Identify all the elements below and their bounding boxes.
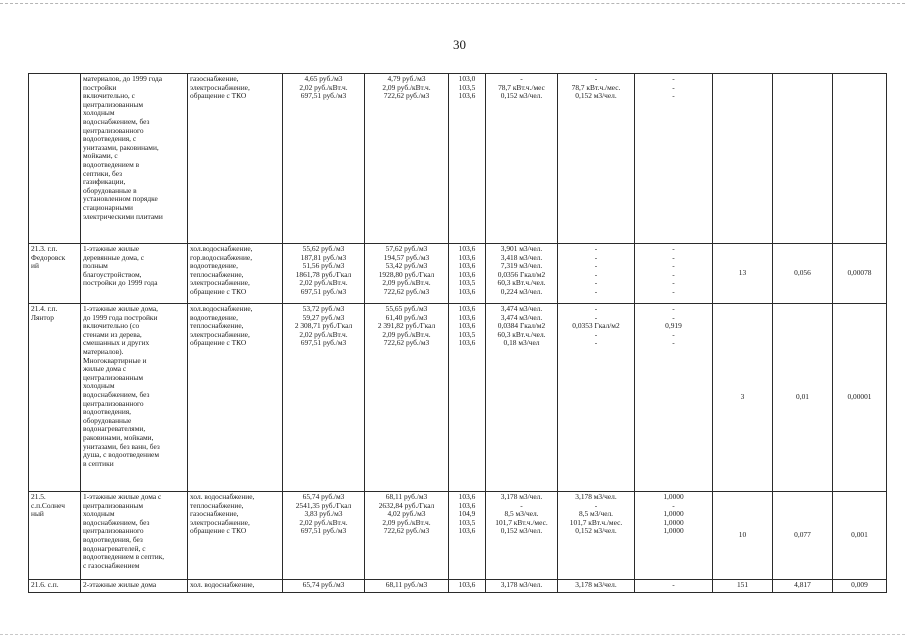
page-top-border xyxy=(0,3,905,4)
cell-line: - xyxy=(594,261,598,271)
cell-line: 101,7 кВт.ч./мес. xyxy=(569,517,623,527)
cell-line: электроснабжение, xyxy=(190,517,250,527)
cell-line: 103,6 xyxy=(458,500,476,510)
cell-line: 103,5 xyxy=(458,517,476,527)
cell-line: 2,02 руб./кВт.ч. xyxy=(299,82,348,92)
cell-text: 0,077 xyxy=(794,530,811,540)
cell-text: 0,00078 xyxy=(847,268,872,278)
tariff-2019-cell xyxy=(283,304,365,492)
cell-line: 103,6 xyxy=(458,252,476,262)
cell-line: септики, без xyxy=(83,168,122,178)
consumption-norm-alt-cell xyxy=(558,492,635,580)
cell-line: газоснабжение, xyxy=(190,74,239,83)
cell-line: водонагревателями, xyxy=(83,424,146,434)
cell-line: водоотведение, xyxy=(190,261,238,271)
cell-line: 61,40 руб./м3 xyxy=(385,312,428,322)
cell-line: оборудованные в xyxy=(83,185,137,195)
cell-line: 1-этажные жилые дома, xyxy=(83,304,158,313)
cell-line: 103,6 xyxy=(458,526,476,536)
cell-line: 697,51 руб./м3 xyxy=(300,526,347,536)
cell-line: с газоснабжением xyxy=(83,560,140,570)
cell-line: 0,152 м3/чел. xyxy=(500,526,543,536)
tariff-2019-cell xyxy=(283,492,365,580)
cell-line: 103,6 xyxy=(458,286,476,296)
cell-line: 103,5 xyxy=(458,329,476,339)
row-number-cell xyxy=(29,244,81,304)
cell-text: 13 xyxy=(738,268,747,278)
tariff-2019-cell xyxy=(283,244,365,304)
cell-line: централизованного xyxy=(83,526,144,536)
cell-line: 3,178 м3/чел. xyxy=(575,492,617,501)
cell-line: с.п.Солнеч xyxy=(31,500,65,510)
cell-line: 21.6. с.п. xyxy=(31,580,59,589)
cell-line: 0,152 м3/чел. xyxy=(500,91,543,101)
cell-line: Федоровск xyxy=(31,252,66,262)
cell-line: хол. водоснабжение, xyxy=(190,580,255,589)
cell-line: обращение с ТКО xyxy=(190,91,247,101)
tariff-2020-cell xyxy=(365,580,449,593)
cell-line: 2,02 руб./кВт.ч. xyxy=(299,329,348,339)
tariff-2019-cell xyxy=(283,74,365,244)
value-c-cell xyxy=(833,74,887,244)
consumption-norm-cell xyxy=(486,244,558,304)
housing-description-cell xyxy=(81,492,188,580)
consumption-norm-alt-cell xyxy=(558,304,635,492)
cell-line: электроснабжение, xyxy=(190,82,250,92)
cell-line: 4,02 руб./м3 xyxy=(387,509,426,519)
cell-line: 2-этажные жилые дома xyxy=(83,580,157,589)
row-number-cell xyxy=(29,74,81,244)
table-row xyxy=(29,244,887,304)
cell-line: 1,0000 xyxy=(663,509,684,519)
cell-line: - xyxy=(594,500,598,510)
cell-line: - xyxy=(594,312,598,322)
consumption-norm-cell xyxy=(486,580,558,593)
cell-line: до 1999 года постройки xyxy=(83,312,158,322)
cell-line: постройки до 1999 года xyxy=(83,278,158,288)
cell-line: 0,0353 Гкал/м2 xyxy=(572,321,620,331)
tariff-index-cell xyxy=(449,244,486,304)
cell-text: 10 xyxy=(738,530,747,540)
utility-services-cell xyxy=(188,244,283,304)
cell-line: обращение с ТКО xyxy=(190,338,247,348)
cell-line: 0,18 м3/чел xyxy=(503,338,540,348)
cell-line: 2 391,82 руб./Гкал xyxy=(377,321,436,331)
consumption-norm-alt-cell xyxy=(558,74,635,244)
cell-line: централизованного xyxy=(83,398,144,408)
cell-line: теплоснабжение, xyxy=(190,500,244,510)
cell-line: водоснабжением, без xyxy=(83,389,150,399)
cell-line: полным xyxy=(83,261,108,271)
cell-line: 2,09 руб./кВт.ч. xyxy=(382,278,431,288)
value-b-cell xyxy=(773,74,833,244)
cell-line: 194,57 руб./м3 xyxy=(383,252,430,262)
cell-line: - xyxy=(672,261,675,271)
cell-line: 697,51 руб./м3 xyxy=(300,286,347,296)
cell-line: 55,62 руб./м3 xyxy=(302,244,345,253)
cell-line: централизованным xyxy=(83,500,143,510)
cell-line: - xyxy=(594,252,598,262)
table-row xyxy=(29,492,887,580)
cell-line: - xyxy=(672,82,675,92)
utility-services-cell xyxy=(188,492,283,580)
cell-line: водоотведения, xyxy=(83,407,132,417)
cell-line: 1928,80 руб./Гкал xyxy=(378,269,435,279)
cell-line: 103,6 xyxy=(458,321,476,331)
cell-line: холодным xyxy=(83,381,115,391)
cell-line: - xyxy=(672,304,675,313)
cell-line: 1,0000 xyxy=(663,492,684,501)
cell-line: 1-этажные жилые xyxy=(83,244,140,253)
cell-line: электроснабжение, xyxy=(190,278,250,288)
cell-line: газоснабжение, xyxy=(190,509,239,519)
cell-line: 2,09 руб./кВт.ч. xyxy=(382,517,431,527)
cell-line: 103,6 xyxy=(458,312,476,322)
cell-line: 103,5 xyxy=(458,278,476,288)
cell-line: электрическими плитами xyxy=(83,211,163,221)
cell-line: 7,319 м3/чел. xyxy=(500,261,543,271)
cell-line: водоотведение, xyxy=(190,312,238,322)
value-c-cell xyxy=(833,580,887,593)
cell-line: 103,5 xyxy=(458,82,476,92)
consumption-norm-cell xyxy=(486,492,558,580)
cell-line: - xyxy=(672,244,675,253)
cell-line: 3,474 м3/чел. xyxy=(500,304,543,313)
cell-line: - xyxy=(672,312,675,322)
cell-line: установленном порядке xyxy=(83,194,158,204)
cell-line: 0,919 xyxy=(665,321,682,331)
cell-line: централизованным xyxy=(83,99,143,109)
cell-line: 2 308,71 руб./Гкал xyxy=(294,321,353,331)
cell-line: 2541,35 руб./Гкал xyxy=(295,500,352,510)
cell-line: 1,0000 xyxy=(663,517,684,527)
cell-line: 103,0 xyxy=(458,74,476,83)
cell-line: - xyxy=(672,580,675,589)
cell-line: гор.водоснабжение, xyxy=(190,252,253,262)
cell-line: 103,6 xyxy=(458,269,476,279)
row-number-cell xyxy=(29,492,81,580)
table-row xyxy=(29,304,887,492)
coefficient-cell xyxy=(635,580,713,593)
cell-line: - xyxy=(672,91,675,101)
cell-line: теплоснабжение, xyxy=(190,321,244,331)
row-number-cell xyxy=(29,304,81,492)
page-number: 30 xyxy=(453,37,466,52)
cell-line: 1,0000 xyxy=(663,526,684,536)
cell-line: централизованного xyxy=(83,125,144,135)
cell-line: 51,56 руб./м3 xyxy=(302,261,345,271)
cell-line: раковинами, мойками, xyxy=(83,432,154,442)
cell-line: холодным xyxy=(83,509,115,519)
cell-line: - xyxy=(594,74,598,83)
tariff-2019-cell xyxy=(283,580,365,593)
cell-line: 103,6 xyxy=(458,338,476,348)
cell-line: 4,65 руб./м3 xyxy=(304,74,343,83)
cell-line: 60,3 кВт.ч./чел. xyxy=(497,278,546,288)
cell-line: 697,51 руб./м3 xyxy=(300,338,347,348)
cell-line: 104,9 xyxy=(458,509,476,519)
cell-line: - xyxy=(672,329,675,339)
cell-line: 1861,78 руб./Гкал xyxy=(295,269,352,279)
cell-text: 0,009 xyxy=(851,580,868,589)
cell-text: 0,056 xyxy=(794,268,811,278)
coefficient-cell xyxy=(635,304,713,492)
cell-line: 59,27 руб./м3 xyxy=(302,312,345,322)
cell-line: материалов, до 1999 года xyxy=(83,74,163,83)
value-b-cell xyxy=(773,492,833,580)
value-b-cell xyxy=(773,580,833,593)
cell-line: - xyxy=(672,338,675,348)
cell-line: обращение с ТКО xyxy=(190,526,247,536)
cell-line: 697,51 руб./м3 xyxy=(300,91,347,101)
tariff-index-cell xyxy=(449,304,486,492)
cell-line: - xyxy=(594,269,598,279)
cell-line: - xyxy=(594,338,598,348)
utility-services-cell xyxy=(188,74,283,244)
cell-line: унитазами, без ванн, без xyxy=(83,441,160,451)
table-row xyxy=(29,580,887,593)
cell-line: 2,09 руб./кВт.ч. xyxy=(382,82,431,92)
cell-line: 65,74 руб./м3 xyxy=(302,580,345,589)
cell-line: - xyxy=(520,500,523,510)
cell-line: Многоквартирные и xyxy=(83,355,147,365)
utility-services-cell xyxy=(188,580,283,593)
coefficient-cell xyxy=(635,492,713,580)
cell-line: обращение с ТКО xyxy=(190,286,247,296)
cell-line: теплоснабжение, xyxy=(190,269,244,279)
cell-line: 103,6 xyxy=(458,580,476,589)
cell-line: - xyxy=(594,244,598,253)
cell-line: 3,901 м3/чел. xyxy=(500,244,543,253)
consumption-norm-alt-cell xyxy=(558,244,635,304)
cell-line: 4,79 руб./м3 xyxy=(387,74,426,83)
cell-line: 68,11 руб./м3 xyxy=(385,580,428,589)
cell-line: мойками, с xyxy=(83,151,118,161)
cell-line: 0,152 м3/чел. xyxy=(575,91,617,101)
cell-line: включительно (со xyxy=(83,321,140,331)
cell-line: 21.5. xyxy=(31,492,46,501)
value-c-cell xyxy=(833,244,887,304)
cell-line: 722,62 руб./м3 xyxy=(383,286,430,296)
cell-line: 0,0356 Гкал/м2 xyxy=(497,269,546,279)
cell-line: жилые дома с xyxy=(83,364,127,374)
value-a-cell xyxy=(713,492,773,580)
cell-line: водоотведения, с xyxy=(83,134,137,144)
cell-line: - xyxy=(672,500,675,510)
cell-line: унитазами, раковинами, xyxy=(83,142,159,152)
cell-line: - xyxy=(672,252,675,262)
row-number-cell xyxy=(29,580,81,593)
cell-line: водонагревателей, с xyxy=(83,543,146,553)
cell-line: 103,6 xyxy=(458,304,476,313)
cell-line: водоснабжением, без xyxy=(83,517,150,527)
utility-services-cell xyxy=(188,304,283,492)
cell-line: 57,62 руб./м3 xyxy=(385,244,428,253)
cell-line: 21.4. г.п. xyxy=(31,304,58,313)
cell-line: в септики xyxy=(83,458,114,468)
value-c-cell xyxy=(833,304,887,492)
cell-line: 68,11 руб./м3 xyxy=(385,492,428,501)
housing-description-cell xyxy=(81,244,188,304)
cell-line: постройки xyxy=(83,82,117,92)
cell-line: 722,62 руб./м3 xyxy=(383,91,430,101)
consumption-norm-cell xyxy=(486,74,558,244)
coefficient-cell xyxy=(635,244,713,304)
cell-line: хол.водоснабжение, xyxy=(190,304,253,313)
cell-line: 103,6 xyxy=(458,91,476,101)
cell-line: - xyxy=(594,329,598,339)
cell-line: водоснабжением, без xyxy=(83,116,150,126)
cell-line: газификации, xyxy=(83,177,126,187)
cell-line: 3,83 руб./м3 xyxy=(304,509,343,519)
cell-text: 151 xyxy=(736,580,749,589)
tariff-index-cell xyxy=(449,74,486,244)
cell-line: включительно, с xyxy=(83,91,135,101)
tariff-2020-cell xyxy=(365,492,449,580)
cell-line: 2,02 руб./кВт.ч. xyxy=(299,278,348,288)
tariff-table xyxy=(28,73,887,593)
cell-line: хол. водоснабжение, xyxy=(190,492,255,501)
cell-line: 3,178 м3/чел. xyxy=(500,492,543,501)
cell-line: - xyxy=(672,286,675,296)
cell-line: благоустройством, xyxy=(83,269,142,279)
cell-line: 722,62 руб./м3 xyxy=(383,526,430,536)
housing-description-cell xyxy=(81,304,188,492)
cell-line: 78,7 кВт.ч./мес. xyxy=(571,82,621,92)
cell-line: 2,09 руб./кВт.ч. xyxy=(382,329,431,339)
cell-line: 103,6 xyxy=(458,261,476,271)
cell-line: электроснабжение, xyxy=(190,329,250,339)
cell-text: 0,01 xyxy=(796,392,809,402)
cell-line: 60,3 кВт.ч./чел. xyxy=(497,329,546,339)
cell-line: 3,178 м3/чел. xyxy=(500,580,543,589)
value-a-cell xyxy=(713,74,773,244)
tariff-2020-cell xyxy=(365,304,449,492)
cell-line: душа, с водоотведением xyxy=(83,450,159,460)
cell-line: водоотведением в xyxy=(83,159,140,169)
cell-text: 0,001 xyxy=(851,530,868,540)
cell-line: 103,6 xyxy=(458,244,476,253)
cell-line: 722,62 руб./м3 xyxy=(383,338,430,348)
tariff-index-cell xyxy=(449,580,486,593)
housing-description-cell xyxy=(81,580,188,593)
tariff-index-cell xyxy=(449,492,486,580)
cell-line: 103,6 xyxy=(458,492,476,501)
cell-text: 4,817 xyxy=(794,580,811,589)
cell-line: 187,81 руб./м3 xyxy=(300,252,347,262)
cell-line: - xyxy=(520,74,523,83)
cell-line: 3,474 м3/чел. xyxy=(500,312,543,322)
cell-line: водоотведением в септик, xyxy=(83,552,165,562)
value-a-cell xyxy=(713,580,773,593)
cell-line: 0,0384 Гкал/м2 xyxy=(497,321,546,331)
value-a-cell xyxy=(713,304,773,492)
cell-line: водоотведения, без xyxy=(83,534,143,544)
housing-description-cell xyxy=(81,74,188,244)
value-c-cell xyxy=(833,492,887,580)
value-a-cell xyxy=(713,244,773,304)
cell-line: ий xyxy=(31,261,39,271)
cell-line: оборудованные xyxy=(83,415,132,425)
tariff-2020-cell xyxy=(365,74,449,244)
cell-line: 78,7 кВт.ч./мес xyxy=(498,82,545,92)
cell-line: 1-этажные жилые дома с xyxy=(83,492,162,501)
value-b-cell xyxy=(773,244,833,304)
cell-line: - xyxy=(672,278,675,288)
cell-line: деревянные дома, с xyxy=(83,252,145,262)
cell-line: 0,152 м3/чел. xyxy=(575,526,617,536)
cell-line: 55,65 руб./м3 xyxy=(385,304,428,313)
cell-line: 101,7 кВт.ч./мес. xyxy=(495,517,548,527)
cell-line: - xyxy=(672,74,675,83)
cell-line: 3,418 м3/чел. xyxy=(500,252,543,262)
cell-line: 3,178 м3/чел. xyxy=(575,580,617,589)
cell-line: 8,5 м3/чел. xyxy=(578,509,614,519)
page-bottom-border xyxy=(0,634,905,635)
cell-line: хол.водоснабжение, xyxy=(190,244,253,253)
consumption-norm-cell xyxy=(486,304,558,492)
cell-line: 53,72 руб./м3 xyxy=(302,304,345,313)
cell-line: материалов). xyxy=(83,346,124,356)
cell-line: Лянтор xyxy=(31,312,54,322)
value-b-cell xyxy=(773,304,833,492)
cell-text: 0,00001 xyxy=(847,392,872,402)
cell-line: ный xyxy=(31,509,44,519)
cell-line: 53,42 руб./м3 xyxy=(385,261,428,271)
consumption-norm-alt-cell xyxy=(558,580,635,593)
cell-line: холодным xyxy=(83,108,115,118)
cell-line: - xyxy=(594,286,598,296)
cell-line: - xyxy=(594,304,598,313)
table-row xyxy=(29,74,887,244)
cell-line: 65,74 руб./м3 xyxy=(302,492,345,501)
cell-line: 21.3. г.п. xyxy=(31,244,58,253)
cell-line: 2,02 руб./кВт.ч. xyxy=(299,517,348,527)
cell-text: 3 xyxy=(740,392,745,402)
cell-line: - xyxy=(672,269,675,279)
cell-line: - xyxy=(594,278,598,288)
tariff-2020-cell xyxy=(365,244,449,304)
cell-line: стационарными xyxy=(83,202,133,212)
coefficient-cell xyxy=(635,74,713,244)
cell-line: 8,5 м3/чел. xyxy=(504,509,539,519)
cell-line: 2632,84 руб./Гкал xyxy=(378,500,435,510)
cell-line: стенами из дерева, xyxy=(83,329,142,339)
cell-line: централизованным xyxy=(83,372,143,382)
cell-line: смешанных и других xyxy=(83,338,150,348)
cell-line: 0,224 м3/чел. xyxy=(500,286,543,296)
